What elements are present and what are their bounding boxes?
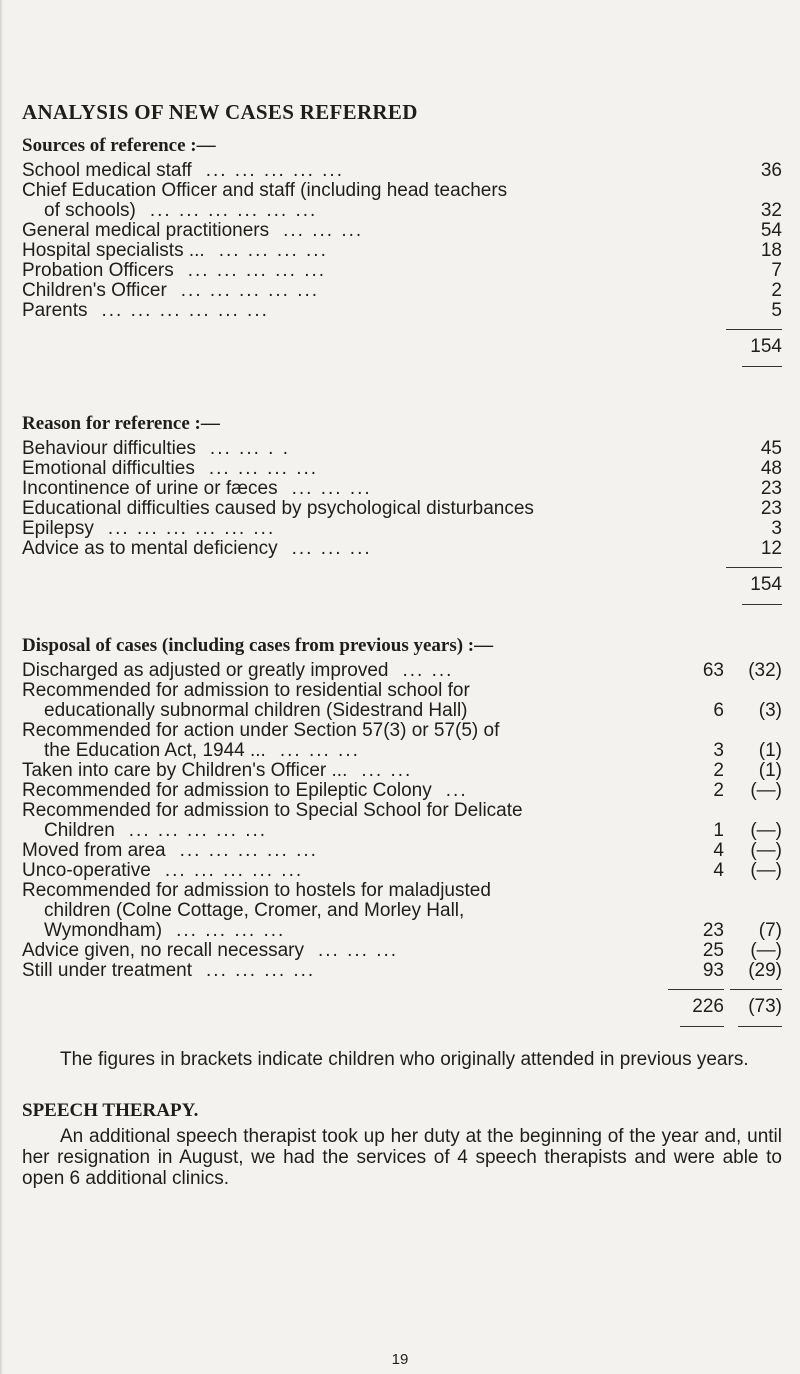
disposal-total-bracket: (73) — [730, 989, 782, 1018]
item-dots: ... ... ... ... ... — [180, 280, 320, 301]
item-dots: ... — [445, 780, 468, 801]
item-dots: ... ... — [361, 760, 413, 781]
speech-heading: SPEECH THERAPY. — [22, 1100, 199, 1121]
page-edge — [0, 0, 3, 1374]
list-item — [22, 861, 782, 881]
item-label: Unco-operative — [22, 860, 151, 881]
item-dots: ... ... — [402, 660, 454, 681]
item-dots: ... ... ... ... ... — [164, 860, 304, 881]
item-dots: ... ... ... ... ... — [128, 820, 268, 841]
item-dots: ... ... ... ... — [208, 458, 319, 479]
item-label: of schools) — [44, 200, 136, 221]
list-item — [22, 539, 782, 559]
item-dots: ... ... ... ... ... — [187, 260, 327, 281]
page-number: 19 — [391, 1351, 409, 1368]
item-label: Incontinence of urine or fæces — [22, 478, 278, 499]
list-item — [22, 301, 782, 321]
item-label: Parents — [22, 300, 88, 321]
item-label: School medical staff — [22, 160, 192, 181]
item-label: Epilepsy — [22, 518, 94, 539]
item-dots: ... ... ... ... — [176, 920, 286, 941]
list-item — [22, 961, 782, 981]
item-value: 18 — [760, 240, 782, 261]
item-bracket-value: (—) — [750, 780, 782, 801]
speech-paragraph: An additional speech therapist took up her duty at the beginning of the year and, until her resignation in August, we had the services of 4 speech therapists and were able to open 6 additional clinics. — [22, 1126, 782, 1189]
item-dots: ... ... ... — [317, 940, 399, 961]
item-bracket-value: (1) — [758, 740, 782, 761]
item-value: 2 — [713, 780, 724, 801]
list-item — [22, 241, 782, 261]
item-label-block — [22, 221, 726, 241]
item-bracket-value: (1) — [758, 760, 782, 781]
item-label: Educational difficulties caused by psychological disturbances — [22, 498, 534, 519]
item-label-block — [22, 459, 726, 479]
list-item — [22, 181, 782, 221]
item-value: 2 — [771, 280, 782, 301]
item-bracket-value: (29) — [748, 960, 782, 981]
item-label: Chief Education Officer and staff (including head teachers — [22, 180, 508, 201]
item-label-block — [22, 181, 726, 221]
reasons-heading: Reason for reference :— — [22, 413, 220, 434]
item-bracket-value: (—) — [750, 840, 782, 861]
item-bracket-value: (—) — [750, 860, 782, 881]
item-value: 63 — [702, 660, 724, 681]
item-label-block — [22, 479, 726, 499]
list-item — [22, 439, 782, 459]
item-label-block — [22, 881, 668, 941]
item-value: 1 — [713, 820, 724, 841]
item-label: the Education Act, 1944 ... — [44, 740, 266, 761]
item-value: 23 — [760, 478, 782, 499]
list-item — [22, 781, 782, 801]
item-label-block — [22, 301, 726, 321]
disposal-list — [22, 661, 782, 981]
item-label-block — [22, 861, 668, 881]
sources-section — [22, 135, 782, 367]
sources-total-underline — [742, 366, 782, 367]
item-dots: ... ... ... ... ... — [205, 160, 344, 181]
item-value: 12 — [760, 538, 782, 559]
disposal-section — [22, 635, 782, 1027]
item-value: 3 — [771, 518, 782, 539]
item-value: 25 — [702, 940, 724, 961]
list-item — [22, 841, 782, 861]
item-label-block — [22, 841, 668, 861]
item-dots: ... ... ... ... — [218, 240, 328, 261]
page-title: ANALYSIS OF NEW CASES REFERRED — [22, 100, 418, 124]
disposal-total: 226 — [668, 989, 724, 1018]
list-item — [22, 499, 782, 519]
item-label: Recommended for admission to hostels for maladjusted — [22, 880, 491, 901]
item-label: Children's Officer — [22, 280, 167, 301]
item-dots: ... ... ... ... ... — [179, 840, 318, 861]
item-label: Moved from area — [22, 840, 166, 861]
item-label-block — [22, 281, 726, 301]
item-label: Advice given, no recall necessary — [22, 940, 304, 961]
item-label: Behaviour difficulties — [22, 438, 196, 459]
sources-heading: Sources of reference :— — [22, 135, 216, 156]
item-label-block — [22, 241, 726, 261]
item-bracket-value: (32) — [748, 660, 782, 681]
list-item — [22, 261, 782, 281]
item-label-block — [22, 781, 668, 801]
item-label: children (Colne Cottage, Cromer, and Morley Hall, — [44, 900, 465, 921]
item-label: Taken into care by Children's Officer ... — [22, 760, 348, 781]
item-label-block — [22, 801, 668, 841]
item-value: 4 — [713, 860, 724, 881]
item-dots: ... ... ... ... ... ... — [107, 518, 276, 539]
item-value: 36 — [760, 160, 782, 181]
reasons-total-underline — [742, 604, 782, 605]
list-item — [22, 661, 782, 681]
list-item — [22, 801, 782, 841]
item-label: Still under treatment — [22, 960, 193, 981]
item-label: Children — [44, 820, 115, 841]
sources-list — [22, 161, 782, 321]
footnote: The figures in brackets indicate children who originally attended in previous years. — [60, 1049, 749, 1070]
item-value: 23 — [702, 920, 724, 941]
item-label-block — [22, 661, 668, 681]
item-value: 23 — [760, 498, 782, 519]
list-item — [22, 479, 782, 499]
item-bracket-value: (—) — [750, 820, 782, 841]
item-label: Recommended for admission to Special School for Delicate — [22, 800, 523, 821]
item-dots: ... ... . . — [209, 438, 290, 459]
document-body — [22, 74, 782, 1189]
item-label-block — [22, 539, 726, 559]
item-label-block — [22, 261, 726, 281]
list-item — [22, 519, 782, 539]
item-value: 2 — [713, 760, 724, 781]
list-item — [22, 161, 782, 181]
item-value: 93 — [702, 960, 724, 981]
list-item — [22, 941, 782, 961]
item-value: 54 — [760, 220, 782, 241]
list-item — [22, 881, 782, 941]
item-dots: ... ... ... ... — [206, 960, 316, 981]
item-value: 5 — [771, 300, 782, 321]
item-dots: ... ... ... ... ... ... — [101, 300, 269, 321]
disposal-heading: Disposal of cases (including cases from previous years) :— — [22, 635, 494, 656]
item-label-block — [22, 941, 668, 961]
reasons-total: 154 — [726, 567, 782, 596]
reasons-total-row — [22, 567, 782, 596]
list-item — [22, 761, 782, 781]
disposal-bracket-underline — [738, 1026, 782, 1027]
item-label: Discharged as adjusted or greatly improved — [22, 660, 389, 681]
disposal-total-row — [22, 989, 782, 1018]
item-value: 45 — [760, 438, 782, 459]
item-dots: ... ... ... — [283, 220, 364, 241]
list-item — [22, 459, 782, 479]
item-dots: ... ... ... — [291, 478, 372, 499]
item-label: Recommended for admission to Epileptic Colony — [22, 780, 432, 801]
item-label-block — [22, 161, 726, 181]
list-item — [22, 681, 782, 721]
item-dots: ... ... ... ... ... ... — [149, 200, 318, 221]
reasons-list — [22, 439, 782, 559]
item-value: 48 — [760, 458, 782, 479]
item-label-block — [22, 681, 668, 721]
item-label-block — [22, 439, 726, 459]
item-label-block — [22, 961, 668, 981]
item-label: Advice as to mental deficiency — [22, 538, 278, 559]
item-bracket-value: (7) — [758, 920, 782, 941]
list-item — [22, 721, 782, 761]
reasons-section — [22, 413, 782, 605]
item-bracket-value: (—) — [750, 940, 782, 961]
sources-total: 154 — [726, 329, 782, 358]
item-label: General medical practitioners — [22, 220, 270, 241]
item-label-block — [22, 499, 726, 519]
item-value: 3 — [713, 740, 724, 761]
item-label-block — [22, 721, 668, 761]
item-label: educationally subnormal children (Sidestrand Hall) — [44, 700, 468, 721]
list-item — [22, 281, 782, 301]
item-dots: ... ... ... — [279, 740, 360, 761]
item-label: Hospital specialists ... — [22, 240, 205, 261]
item-label: Recommended for admission to residential school for — [22, 680, 470, 701]
sources-total-row — [22, 329, 782, 358]
item-label-block — [22, 761, 668, 781]
list-item — [22, 221, 782, 241]
item-value: 6 — [713, 700, 724, 721]
item-label: Recommended for action under Section 57(3) or 57(5) of — [22, 720, 500, 741]
item-label: Probation Officers — [22, 260, 174, 281]
item-value: 4 — [713, 840, 724, 861]
item-label-block — [22, 519, 726, 539]
item-label: Emotional difficulties — [22, 458, 195, 479]
disposal-total-underline — [680, 1026, 724, 1027]
item-label: Wymondham) — [44, 920, 163, 941]
item-bracket-value: (3) — [758, 700, 782, 721]
item-dots: ... ... ... — [291, 538, 372, 559]
item-value: 7 — [771, 260, 782, 281]
item-value: 32 — [760, 200, 782, 221]
